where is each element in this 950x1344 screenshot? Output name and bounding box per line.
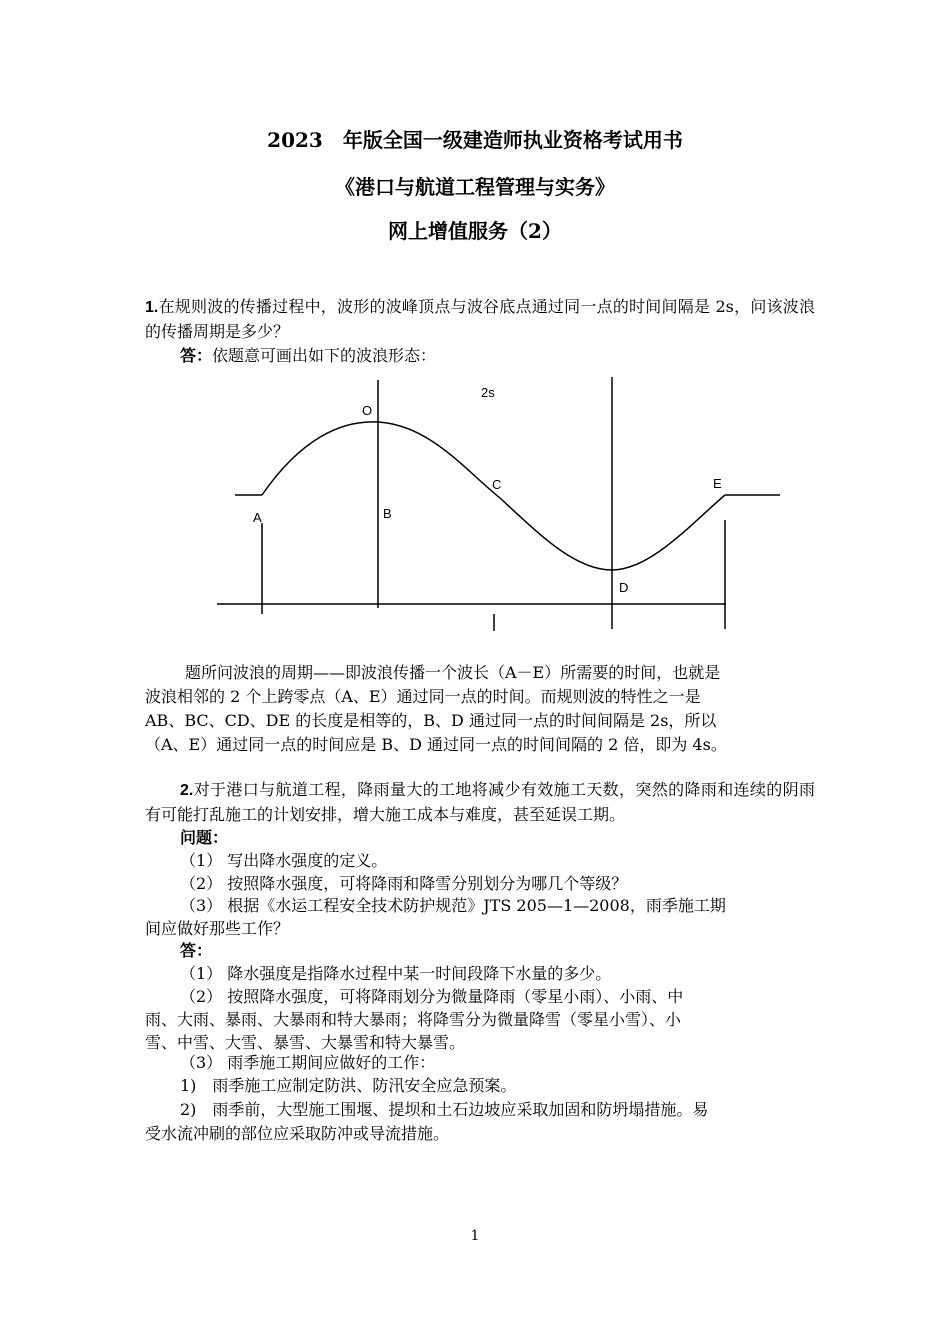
- question-2-number: 2.: [180, 782, 194, 799]
- explanation-line-1: 题所问波浪的周期——即波浪传播一个波长（A－E）所需要的时间，也就是: [185, 663, 721, 682]
- question-2-item-1: （1） 写出降水强度的定义。: [180, 851, 388, 870]
- question-1-text: 在规则波的传播过程中，波形的波峰顶点与波谷底点通过同一点的时间间隔是 2s，问该波浪的传播周期是多少？: [145, 297, 815, 341]
- label-O: O: [362, 403, 373, 418]
- wave-diagram: [0, 0, 950, 660]
- label-2s: 2s: [481, 385, 495, 400]
- doc-title-line2: 《港口与航道工程管理与实务》: [335, 175, 615, 199]
- answer-1-label: 答：: [180, 346, 213, 365]
- answer-2-label: 答：: [180, 941, 213, 960]
- wave-curve: [262, 422, 725, 570]
- label-B: B: [383, 506, 392, 521]
- answer-2-line-2: （2） 按照降水强度，可将降雨划分为微量降雨（零星小雨）、小雨、中: [180, 987, 684, 1006]
- explanation-line-2: 波浪相邻的 2 个上跨零点（A、E）通过同一点的时间。而规则波的特性之一是: [145, 687, 701, 706]
- question-2-item-3-cont: 间应做好那些工作？: [145, 919, 290, 938]
- answer-2-line-5: （3） 雨季施工期间应做好的工作：: [180, 1053, 436, 1072]
- answer-2-line-8: 受水流冲刷的部位应采取防冲或导流措施。: [145, 1124, 450, 1143]
- label-E: E: [713, 476, 722, 491]
- question-1-number: 1.: [145, 299, 159, 316]
- answer-2-line-4: 雪、中雪、大雪、暴雪、大暴雪和特大暴雪。: [145, 1033, 466, 1052]
- page-number: 1: [470, 1228, 480, 1244]
- question-2-label: 问题：: [180, 828, 229, 847]
- answer-2-line-1: （1） 降水强度是指降水过程中某一时间段降下水量的多少。: [180, 964, 612, 983]
- question-2-item-2: （2） 按照降水强度，可将降雨和降雪分别划分为哪几个等级？: [180, 874, 628, 893]
- label-C: C: [492, 477, 502, 492]
- answer-2-line-7: 2) 雨季前，大型施工围堰、提坝和土石边坡应采取加固和防坍塌措施。易: [180, 1100, 709, 1119]
- answer-2-line-3: 雨、大雨、暴雨、大暴雨和特大暴雨；将降雪分为微量降雪（零星小雪）、小: [145, 1010, 682, 1029]
- question-2: [145, 778, 815, 827]
- doc-title-line1: 2023 年版全国一级建造师执业资格考试用书: [267, 128, 683, 152]
- answer-1-text: 依题意可画出如下的波浪形态：: [212, 346, 437, 365]
- label-A: A: [253, 510, 262, 525]
- question-2-item-3: （3） 根据《水运工程安全技术防护规范》JTS 205—1—2008，雨季施工期: [180, 896, 726, 915]
- doc-title-line3: 网上增值服务（2）: [388, 219, 562, 243]
- answer-2-line-6: 1) 雨季施工应制定防洪、防汛安全应急预案。: [180, 1076, 517, 1095]
- explanation-line-3: AB、BC、CD、DE 的长度是相等的，B、D 通过同一点的时间间隔是 2s，所以: [145, 711, 717, 730]
- question-2-text: 对于港口与航道工程，降雨量大的工地将减少有效施工天数，突然的降雨和连续的阴雨有可能打乱施工的计划安排，增大施工成本与难度，甚至延误工期。: [145, 780, 815, 824]
- explanation-line-4: （A、E）通过同一点的时间应是 B、D 通过同一点的时间间隔的 2 倍，即为 4s。: [145, 735, 727, 754]
- label-D: D: [619, 580, 629, 595]
